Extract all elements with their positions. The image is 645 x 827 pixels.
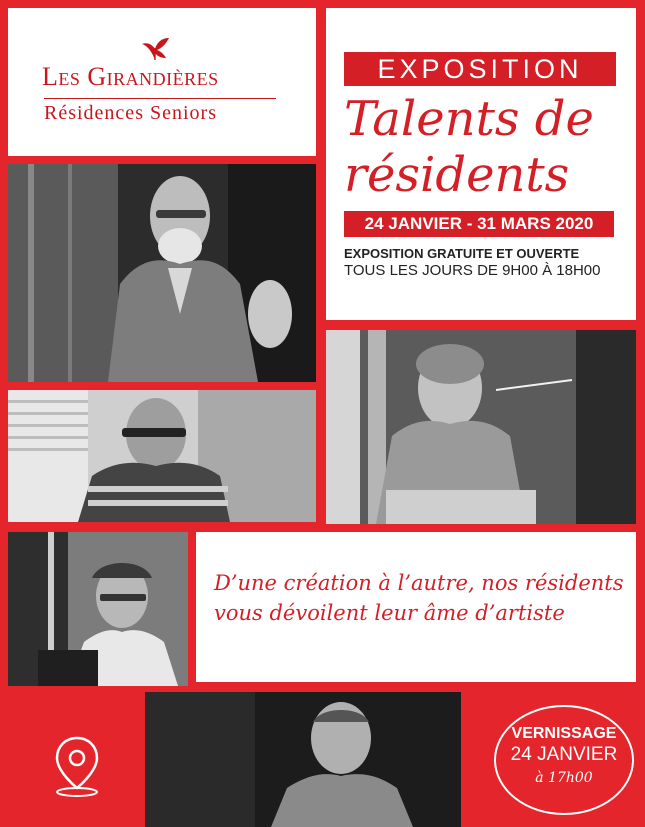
vernissage-title: VERNISSAGE bbox=[511, 725, 617, 742]
photo-man-waving bbox=[8, 164, 316, 382]
leaf-icon bbox=[138, 36, 172, 62]
photo-man-glasses bbox=[8, 390, 316, 522]
vernissage-date: 24 JANVIER bbox=[510, 744, 618, 765]
location-pin-icon bbox=[48, 734, 106, 798]
brand-tagline: Résidences Seniors bbox=[44, 102, 217, 124]
brand-divider bbox=[44, 98, 276, 99]
title-line-2: résidents bbox=[344, 147, 570, 203]
exposition-label: EXPOSITION bbox=[344, 52, 616, 86]
info-free-entry: EXPOSITION GRATUITE ET OUVERTE bbox=[344, 246, 580, 261]
brand-name: Les Girandières bbox=[42, 62, 219, 91]
vernissage-time: à 17h00 bbox=[535, 770, 593, 786]
title-line-1: Talents de bbox=[344, 91, 594, 147]
tagline-text: D’une création à l’autre, nos résidents vous dévoilent leur âme d’artiste bbox=[214, 571, 624, 625]
dates-banner: 24 JANVIER - 31 MARS 2020 bbox=[344, 211, 614, 237]
photo-man-bottom bbox=[145, 692, 461, 827]
photo-man-hat bbox=[8, 532, 188, 686]
photo-woman-smiling bbox=[326, 330, 636, 524]
info-hours: TOUS LES JOURS DE 9H00 À 18H00 bbox=[344, 262, 601, 279]
